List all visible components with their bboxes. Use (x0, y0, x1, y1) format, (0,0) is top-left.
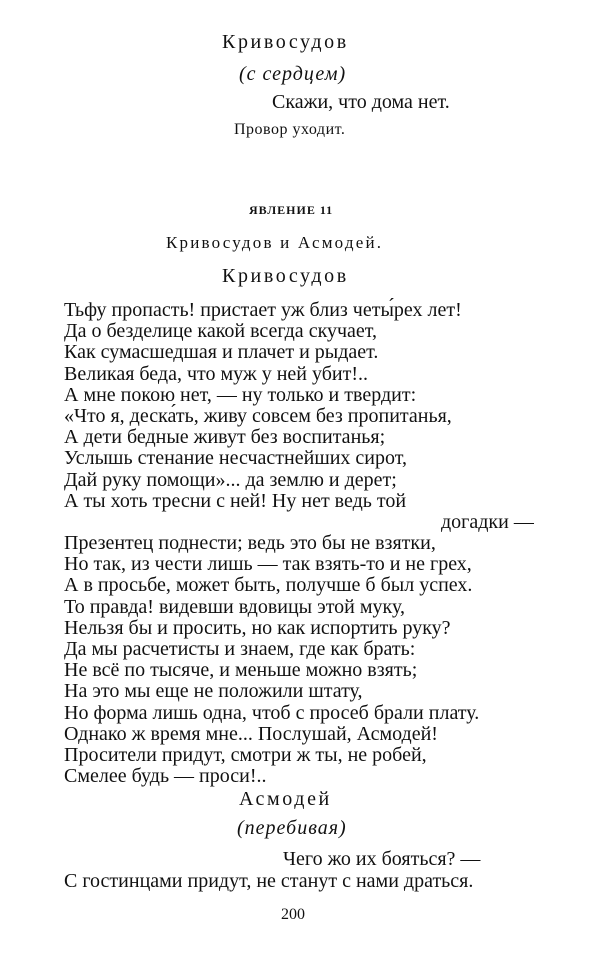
scene-characters: Кривосудов и Асмодей. (166, 233, 384, 252)
dialogue-line-skazhi: Скажи, что дома нет. (272, 91, 450, 113)
verse-line: Не всё по тысяче, и меньше можно взять; (64, 659, 418, 682)
verse-line: А в просьбе, может быть, получше б был успех. (64, 574, 473, 597)
dialogue-line-s-gostintsami: С гостинцами придут, не станут с нами драться. (64, 870, 474, 892)
dialogue-line-chego-zho: Чего жо их бояться? — (283, 848, 481, 870)
verse-line: А дети бедные живут без воспитанья; (64, 426, 386, 449)
speaker-krivosudov-2: Кривосудов (222, 265, 349, 287)
verse-line: Да мы расчетисты и знаем, где как брать: (64, 638, 416, 660)
stage-direction-perebivaya: (перебивая) (237, 817, 347, 839)
page-number: 200 (281, 906, 305, 923)
speaker-asmodey: Асмодей (239, 788, 332, 810)
verse-line-continuation: догадки — (441, 510, 534, 533)
verse-line: Нельзя бы и просить, но как испортить руку? (64, 616, 451, 639)
verse-krivosudov (64, 300, 534, 787)
verse-line: А мне покою нет, — ну только и твердит: (64, 383, 417, 406)
verse-line: Но так, из чести лишь — так взять-то и не грех, (64, 553, 472, 576)
verse-line: «Что я, деска́ть, живу совсем без пропитанья, (64, 404, 452, 427)
verse-line: Смелее будь — проси!.. (64, 765, 267, 788)
verse-line: На это мы еще не положили штату, (64, 680, 363, 703)
stage-direction-s-serdtsem: (с сердцем) (239, 63, 347, 85)
verse-line: Презентец поднести; ведь это бы не взятки, (64, 532, 436, 555)
verse-line: То правда! видевши вдовицы этой муку, (64, 595, 405, 618)
verse-line: Однако ж время мне... Послушай, Асмодей! (64, 722, 438, 745)
verse-line: Да о безделице какой всегда скучает, (64, 320, 378, 343)
verse-line: А ты хоть тресни с ней! Ну нет ведь той (64, 489, 407, 512)
verse-line: Услышь стенание несчастнейших сирот, (64, 447, 407, 470)
verse-line: Дай руку помощи»... да землю и дерет; (64, 468, 397, 491)
verse-line: Просители придут, смотри ж ты, не робей, (64, 743, 427, 766)
speaker-krivosudov-1: Кривосудов (222, 31, 349, 53)
stage-note-provor-ukhodit: Провор уходит. (234, 121, 346, 138)
verse-line: Как сумасшедшая и плачет и рыдает. (64, 341, 379, 364)
verse-line: Но форма лишь одна, чтоб с просеб брали плату. (64, 701, 480, 724)
verse-line: Тьфу пропасть! пристает уж близ четы́рех лет! (64, 299, 462, 321)
verse-line: Великая беда, что муж у ней убит!.. (64, 362, 369, 385)
scene-heading: ЯВЛЕНИЕ 11 (249, 203, 334, 217)
